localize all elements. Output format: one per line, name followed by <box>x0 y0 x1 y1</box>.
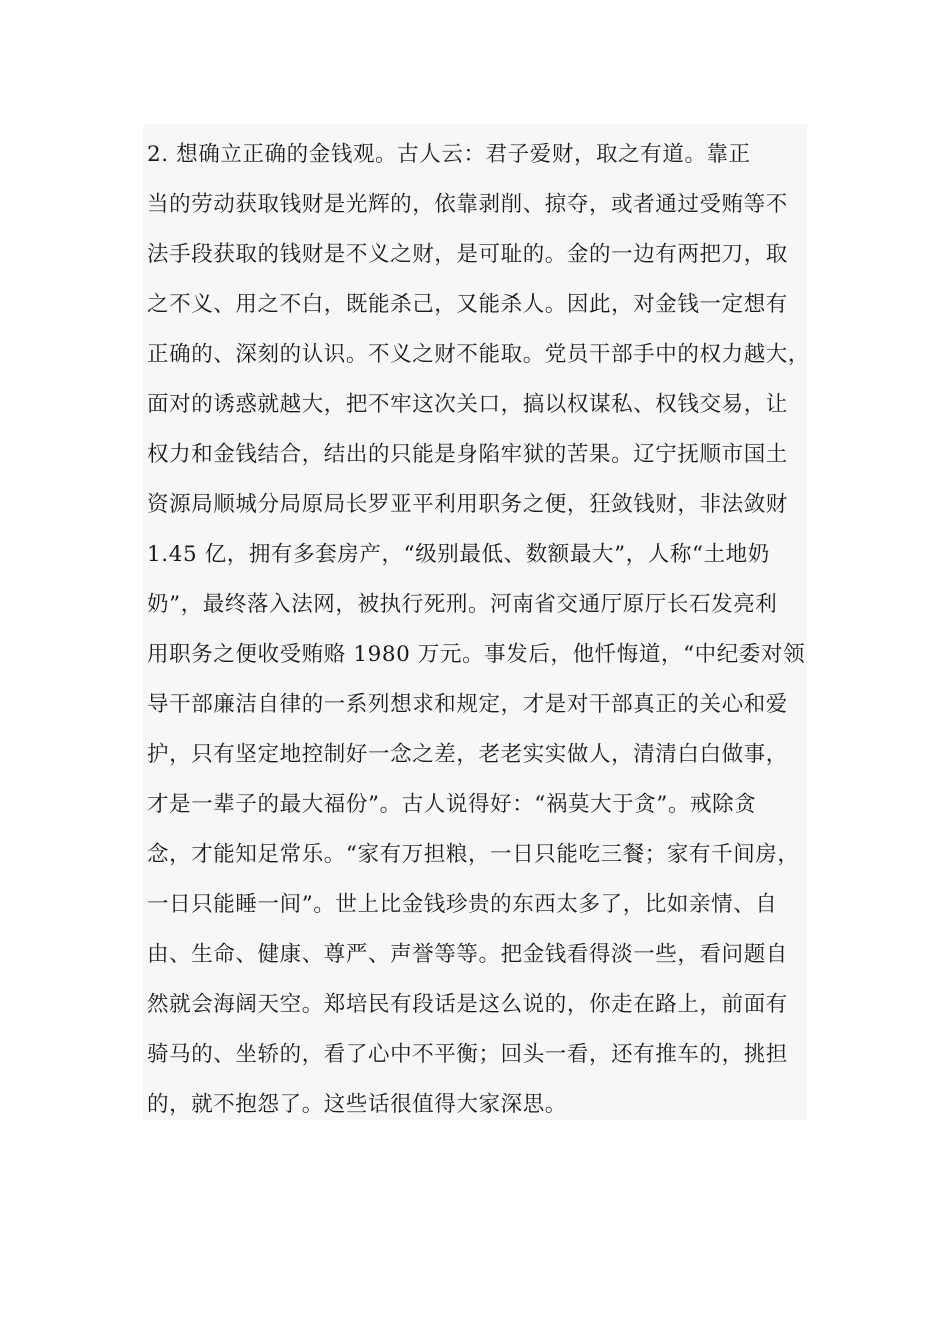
paragraph-line: 念，才能知足常乐。“家有万担粮，一日只能吃三餐；家有千间房， <box>147 842 800 867</box>
paragraph-line: 的，就不抱怨了。这些话很值得大家深思。 <box>147 1092 567 1117</box>
paragraph-line: 之不义、用之不白，既能杀己，又能杀人。因此，对金钱一定想有 <box>147 292 788 317</box>
paragraph-line: 护，只有坚定地控制好一念之差，老老实实做人，清清白白做事， <box>147 742 788 767</box>
paragraph-line: 用职务之便收受贿赂 1980 万元。事发后，他忏悔道，“中纪委对领 <box>147 642 806 667</box>
paragraph-line: 正确的、深刻的认识。不义之财不能取。党员干部手中的权力越大， <box>147 342 811 367</box>
paragraph-line: 由、生命、健康、尊严、声誉等等。把金钱看得淡一些，看问题自 <box>147 942 788 967</box>
paragraph-line: 资源局顺城分局原局长罗亚平利用职务之便，狂敛钱财，非法敛财 <box>147 492 788 517</box>
paragraph-block <box>143 124 811 1120</box>
paragraph-line: 当的劳动获取钱财是光辉的，依靠剥削、掠夺，或者通过受贿等不 <box>147 192 788 217</box>
paragraph-line: 法手段获取的钱财是不义之财，是可耻的。金的一边有两把刀，取 <box>147 242 788 267</box>
paragraph-line: 2. 想确立正确的金钱观。古人云：君子爱财，取之有道。靠正 <box>147 142 751 167</box>
paragraph-line: 一日只能睡一间”。世上比金钱珍贵的东西太多了，比如亲情、自 <box>147 892 778 917</box>
paragraph-line: 权力和金钱结合，结出的只能是身陷牢狱的苦果。辽宁抚顺市国土 <box>147 442 788 467</box>
paragraph-line: 才是一辈子的最大福份”。古人说得好：“祸莫大于贪”。戒除贪 <box>147 792 757 817</box>
paragraph-line: 1.45 亿，拥有多套房产，“级别最低、数额最大”，人称“土地奶 <box>147 542 770 567</box>
paragraph-line: 面对的诱惑就越大，把不牢这次关口，搞以权谋私、权钱交易，让 <box>147 392 788 417</box>
paragraph-line: 然就会海阔天空。郑培民有段话是这么说的，你走在路上，前面有 <box>147 992 788 1017</box>
paragraph-line: 骑马的、坐轿的，看了心中不平衡；回头一看，还有推车的，挑担 <box>147 1042 788 1067</box>
paragraph-line: 奶”，最终落入法网，被执行死刑。河南省交通厅原厅长石发亮利 <box>147 592 778 617</box>
paragraph-line: 导干部廉洁自律的一系列想求和规定，才是对干部真正的关心和爱 <box>147 692 788 717</box>
